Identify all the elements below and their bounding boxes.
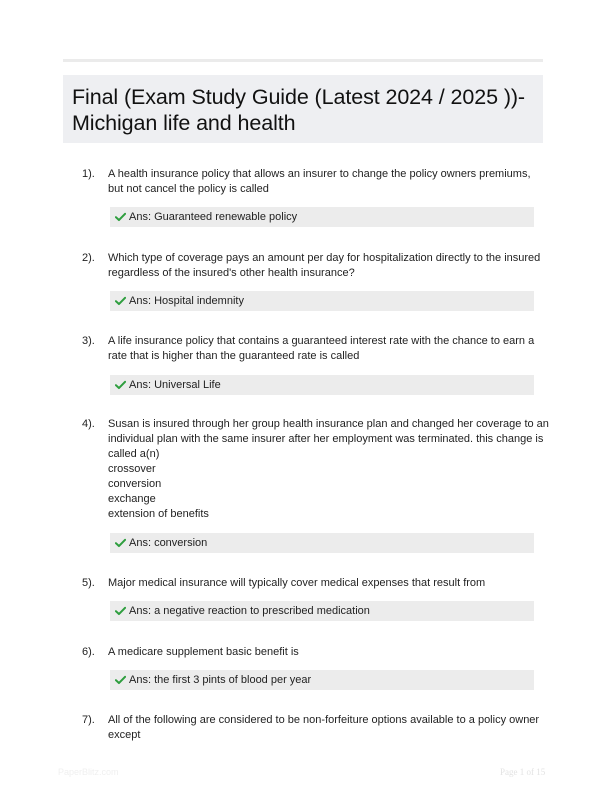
page-title-line-2: Michigan life and health — [72, 111, 296, 135]
question-option: exchange — [108, 493, 156, 505]
question-line: All of the following are considered to be non-forfeiture options available to a policy owner — [108, 714, 540, 726]
answer-text: Ans: a negative reaction to prescribed medication — [129, 605, 370, 617]
answer-text: Ans: conversion — [129, 537, 208, 549]
question-line: rate that is higher than the guaranteed rate is called — [108, 350, 360, 362]
answer-box — [110, 601, 534, 621]
question-text — [108, 417, 549, 522]
question-text — [108, 167, 538, 197]
top-divider — [63, 59, 543, 62]
question-line: A health insurance policy that allows an insurer to change the policy owners premiums, — [108, 168, 531, 180]
answer-box — [110, 375, 534, 395]
check-icon — [115, 606, 126, 616]
question-number: 3). — [82, 335, 95, 347]
question-number: 2). — [82, 252, 95, 264]
question-text — [108, 713, 538, 743]
question-line: A life insurance policy that contains a guaranteed interest rate with the chance to earn a — [108, 335, 535, 347]
question-line: but not cancel the policy is called — [108, 183, 269, 195]
question-text — [108, 576, 538, 591]
question-line: A medicare supplement basic benefit is — [108, 646, 299, 658]
answer-box — [110, 291, 534, 311]
question-number: 4). — [82, 418, 95, 430]
question-number: 7). — [82, 714, 95, 726]
check-icon — [115, 380, 126, 390]
answer-box — [110, 533, 534, 553]
question-number: 1). — [82, 168, 95, 180]
footer-page-number: Page 1 of 15 — [500, 767, 546, 777]
answer-box — [110, 670, 534, 690]
answer-text: Ans: Universal Life — [129, 379, 221, 391]
page-title-line-1: Final (Exam Study Guide (Latest 2024 / 2025 ))- — [72, 85, 525, 109]
question-option: conversion — [108, 478, 162, 490]
question-option: extension of benefits — [108, 508, 209, 520]
question-text — [108, 251, 541, 281]
answer-text: Ans: Guaranteed renewable policy — [129, 211, 298, 223]
question-line: Major medical insurance will typically cover medical expenses that result from — [108, 577, 486, 589]
question-option: crossover — [108, 463, 156, 475]
question-line: called a(n) — [108, 448, 160, 460]
question-text — [108, 645, 538, 660]
check-icon — [115, 675, 126, 685]
question-line: Which type of coverage pays an amount per day for hospitalization directly to the insured — [108, 252, 541, 264]
footer-site-watermark: PaperBlitz.com — [58, 767, 119, 777]
page-title — [72, 84, 535, 136]
question-line: regardless of the insured's other health insurance? — [108, 267, 355, 279]
title-banner — [63, 75, 543, 143]
question-line: Susan is insured through her group health insurance plan and changed her coverage to an — [108, 418, 549, 430]
question-number: 6). — [82, 646, 95, 658]
check-icon — [115, 296, 126, 306]
question-number: 5). — [82, 577, 95, 589]
question-text — [108, 334, 538, 364]
check-icon — [115, 212, 126, 222]
answer-text: Ans: Hospital indemnity — [129, 295, 244, 307]
check-icon — [115, 538, 126, 548]
question-line: except — [108, 729, 141, 741]
answer-text: Ans: the first 3 pints of blood per year — [129, 674, 312, 686]
question-line: individual plan with the same insurer after her employment was terminated. this change is — [108, 433, 544, 445]
answer-box — [110, 207, 534, 227]
